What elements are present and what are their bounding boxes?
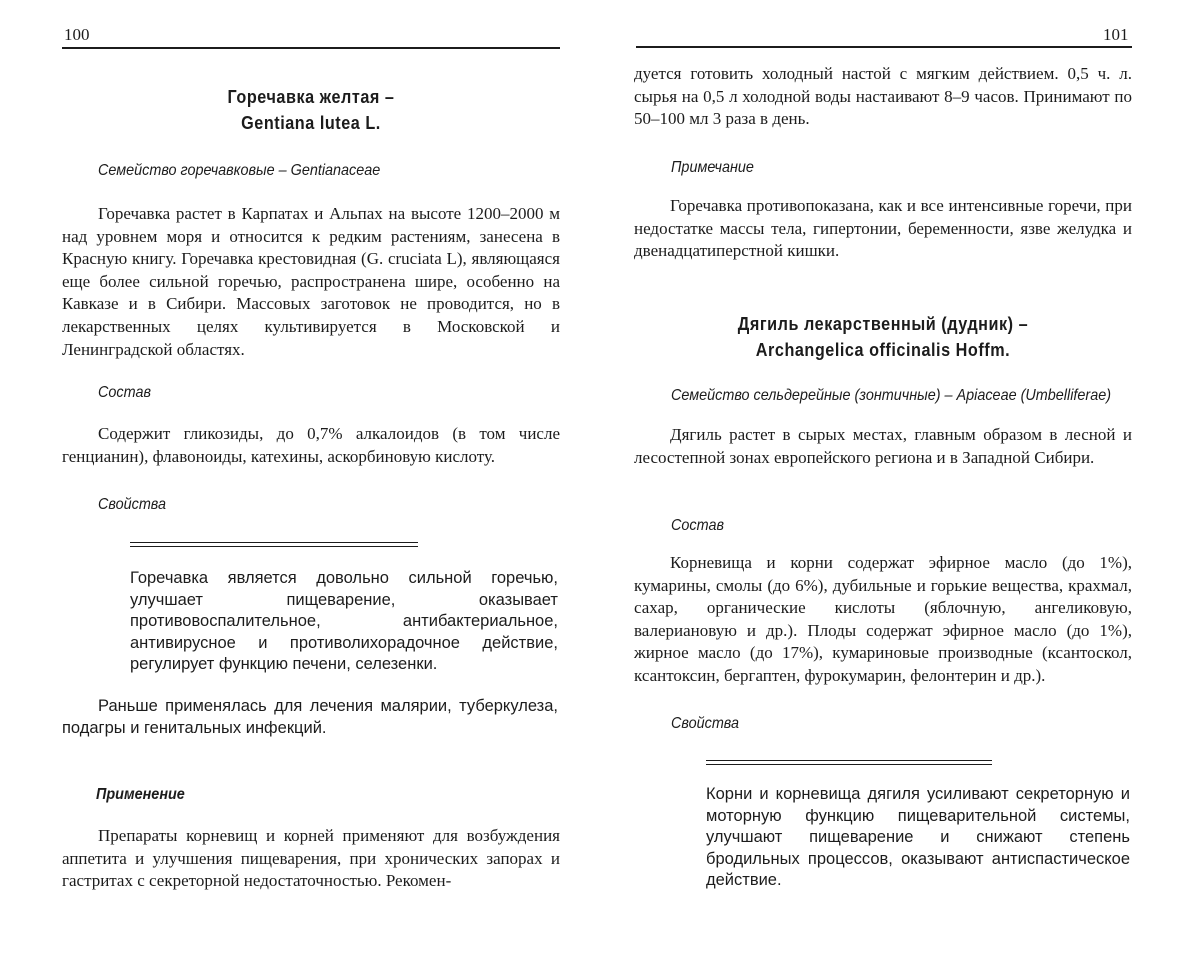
page-number: 100 — [64, 25, 90, 44]
page-number: 101 — [1103, 25, 1129, 44]
composition-paragraph: Корневища и корни содержат эфирное масло (до 1%), кумарины, смолы (до 6%), дубильные и горькие вещества, крахмал, сахар, органические кислоты (яблочную, ангеликовую, валериановую и др.). Плоды содержат эфирное масло (до 1%), жирное масло (до 17%), кумариновые производные (ксантоскол, ксантоксин, бергаптен, фурокумарин, фелонтерин и др.). — [634, 553, 1132, 685]
continuation-paragraph: дуется готовить холодный настой с мягким действием. 0,5 ч. л. сырья на 0,5 л холодной воды настаивают 8–9 часов. Принимают по 50–100 мл 3 раза в день. — [634, 64, 1132, 129]
properties-box-text: Горечавка является довольно сильной горечью, улучшает пищеварение, оказывает противовоспалительное, антибактериальное, антивирусное и противолихорадочное действие, регулирует функцию печени, селезенки. — [130, 569, 558, 674]
properties-box-rule — [706, 760, 992, 765]
title-line-russian: Горечавка желтая – — [227, 87, 395, 107]
header-rule — [62, 47, 560, 49]
intro-paragraph: Дягиль растет в сырых местах, главным образом в лесной и лесостепной зонах европейского региона и в Западной Сибири. — [634, 425, 1132, 467]
title-line-latin: Archangelica officinalis Hoffm. — [755, 340, 1011, 360]
properties-heading: Свойства — [98, 496, 167, 513]
properties-box-rule — [130, 542, 418, 547]
composition-heading: Состав — [671, 517, 724, 534]
note-heading: Примечание — [671, 159, 754, 176]
composition-paragraph: Содержит гликозиды, до 0,7% алкалоидов (в том числе генцианин), флавоноиды, катехины, аскорбиновую кислоту. — [62, 424, 560, 466]
article-title — [659, 311, 1107, 363]
properties-extra-paragraph: Раньше применялась для лечения малярии, туберкулеза, подагры и генитальных инфекций. — [62, 697, 558, 737]
right-page — [600, 0, 1200, 960]
family-label: Семейство горечавковые – Gentianaceae — [98, 162, 381, 179]
properties-box-text: Корни и корневища дягиля усиливают секреторную и моторную функцию пищеварительной системы, улучшают пищеварение и снижают степень бродильных процессов, оказывают антиспастическое действие. — [706, 785, 1130, 890]
usage-paragraph: Препараты корневищ и корней применяют для возбуждения аппетита и улучшения пищеварения, при хронических запорах и гастритах с секреторной недостаточностью. Рекомен- — [62, 826, 560, 891]
note-paragraph: Горечавка противопоказана, как и все интенсивные горечи, при недостатке массы тела, гипертонии, беременности, язве желудка и двенадцатиперстной кишки. — [634, 196, 1132, 261]
family-label: Семейство сельдерейные (зонтичные) – Apiaceae (Umbelliferae) — [671, 387, 1112, 404]
usage-heading: Применение — [96, 786, 185, 803]
composition-heading: Состав — [98, 384, 151, 401]
title-line-latin: Gentiana lutea L. — [241, 113, 381, 133]
properties-heading: Свойства — [671, 715, 740, 732]
intro-paragraph: Горечавка растет в Карпатах и Альпах на высоте 1200–2000 м над уровнем моря и относится к редким растениям, занесена в Красную книгу. Горечавка крестовидная (G. cruciata L), являющаяся еще более сильной горечью, распространена шире, особенно на Кавказе и в Сибири. Массовых заготовок не проводится, но в лекарственных целях культивируется в Московской и Ленинградской областях. — [62, 204, 560, 359]
title-line-russian: Дягиль лекарственный (дудник) – — [737, 314, 1029, 334]
article-title — [87, 84, 535, 136]
header-rule — [636, 46, 1132, 48]
